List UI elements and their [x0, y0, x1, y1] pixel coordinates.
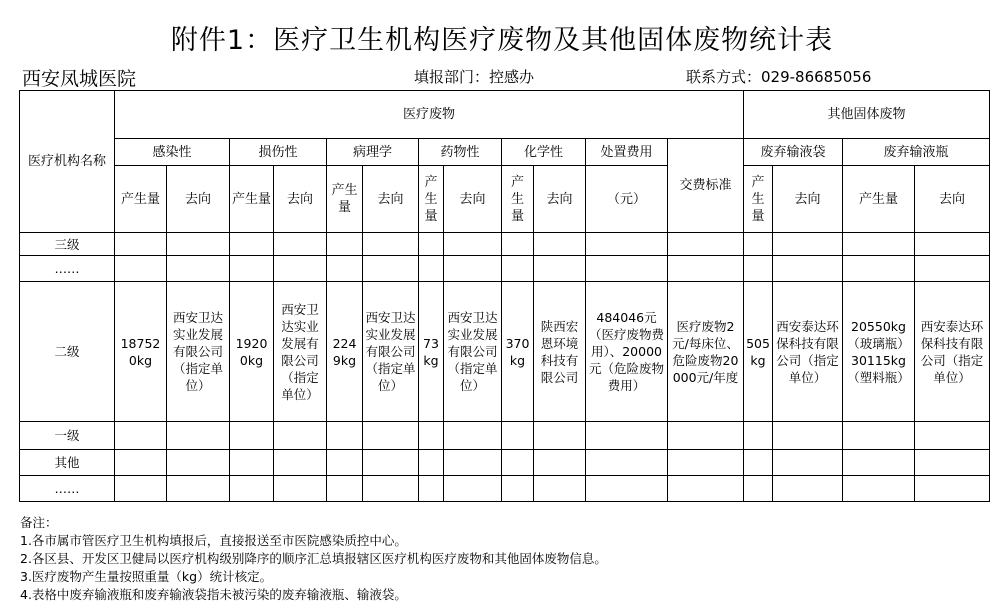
pharmaceutical-destination: 西安卫达实业发展有限公司（指定单位） [444, 282, 502, 422]
infectious-amount: 187520kg [115, 282, 167, 422]
table-row-level2 [20, 282, 990, 422]
bags-output-header: 产 生 量 [744, 166, 773, 233]
medical-waste-header: 医疗废物 [115, 91, 744, 139]
bags-amount: 505kg [744, 282, 773, 422]
reporting-department: 填报部门：控感办 [414, 68, 535, 86]
waste-bags-header: 废弃输液袋 [744, 139, 843, 166]
bottles-amount: 20550kg（玻璃瓶）30115kg（塑料瓶） [843, 282, 915, 422]
table-row [20, 422, 990, 450]
contact-info: 联系方式：029-86685056 [686, 68, 872, 86]
disposal-fee-value: 484046元（医疗废物费用）、20000元（危险废物费用） [586, 282, 668, 422]
chemical-destination-header: 去向 [534, 166, 586, 233]
table-row [20, 256, 990, 282]
infectious-destination: 西安卫达实业发展有限公司（指定单位） [167, 282, 230, 422]
chemical-output-header: 产 生 量 [502, 166, 534, 233]
fee-standard-header: 交费标准 [668, 139, 744, 233]
notes-section [20, 514, 607, 604]
injurious-destination-header: 去向 [274, 166, 327, 233]
infectious-output-header: 产生量 [115, 166, 167, 233]
note-item: 4.表格中废弃输液瓶和废弃输液袋指未被污染的废弃输液瓶、输液袋。 [20, 587, 407, 602]
chemical-header: 化学性 [502, 139, 586, 166]
level-label-other: 其他 [20, 450, 115, 476]
pharmaceutical-header: 药物性 [419, 139, 502, 166]
level-label-ellipsis: …… [20, 256, 115, 282]
injurious-header: 损伤性 [230, 139, 327, 166]
injurious-amount: 19200kg [230, 282, 274, 422]
pathological-destination-header: 去向 [363, 166, 419, 233]
pharmaceutical-destination-header: 去向 [444, 166, 502, 233]
note-item: 1.各市属市管医疗卫生机构填报后，直接报送至市医院感染质控中心。 [20, 533, 407, 548]
level-label-ellipsis: …… [20, 476, 115, 502]
chemical-destination: 陕西宏恩环境科技有限公司 [534, 282, 586, 422]
notes-heading: 备注： [20, 515, 58, 530]
table-row [20, 476, 990, 502]
bottles-destination: 西安泰达环保科技有限公司（指定单位） [915, 282, 990, 422]
hospital-name: 西安凤城医院 [22, 68, 137, 90]
pathological-output-header: 产生量 [327, 166, 363, 233]
pathological-header: 病理学 [327, 139, 419, 166]
bottles-output-header: 产生量 [843, 166, 915, 233]
bags-destination-header: 去向 [773, 166, 843, 233]
injurious-output-header: 产生量 [230, 166, 274, 233]
level-label-level3: 三级 [20, 233, 115, 256]
level-label-level2: 二级 [20, 282, 115, 422]
pathological-destination: 西安卫达实业发展有限公司（指定单位） [363, 282, 419, 422]
infectious-destination-header: 去向 [167, 166, 230, 233]
bottles-destination-header: 去向 [915, 166, 990, 233]
disposal-fee-header: 处置费用 [586, 139, 668, 166]
waste-statistics-table [19, 90, 990, 502]
pharmaceutical-output-header: 产 生 量 [419, 166, 444, 233]
page-title: 附件1：医疗卫生机构医疗废物及其他固体废物统计表 [170, 25, 834, 56]
fee-standard-value: 医疗废物2元/每床位、危险废物20000元/年度 [668, 282, 744, 422]
waste-bottles-header: 废弃输液瓶 [843, 139, 990, 166]
table-row [20, 233, 990, 256]
note-item: 2.各区县、开发区卫健局以医疗机构级别降序的顺序汇总填报辖区医疗机构医疗废物和其他固体废物信息。 [20, 551, 607, 566]
pharmaceutical-amount: 73kg [419, 282, 444, 422]
chemical-amount: 370kg [502, 282, 534, 422]
fee-unit-header: （元） [586, 166, 668, 233]
level-label-level1: 一级 [20, 422, 115, 450]
injurious-destination: 西安卫达实业发展有限公司（指定单位） [274, 282, 327, 422]
table-row [20, 450, 990, 476]
pathological-amount: 2249kg [327, 282, 363, 422]
infectious-header: 感染性 [115, 139, 230, 166]
other-waste-header: 其他固体废物 [744, 91, 990, 139]
bags-destination: 西安泰达环保科技有限公司（指定单位） [773, 282, 843, 422]
org-name-header: 医疗机构名称 [20, 91, 115, 233]
note-item: 3.医疗废物产生量按照重量（kg）统计核定。 [20, 569, 273, 584]
